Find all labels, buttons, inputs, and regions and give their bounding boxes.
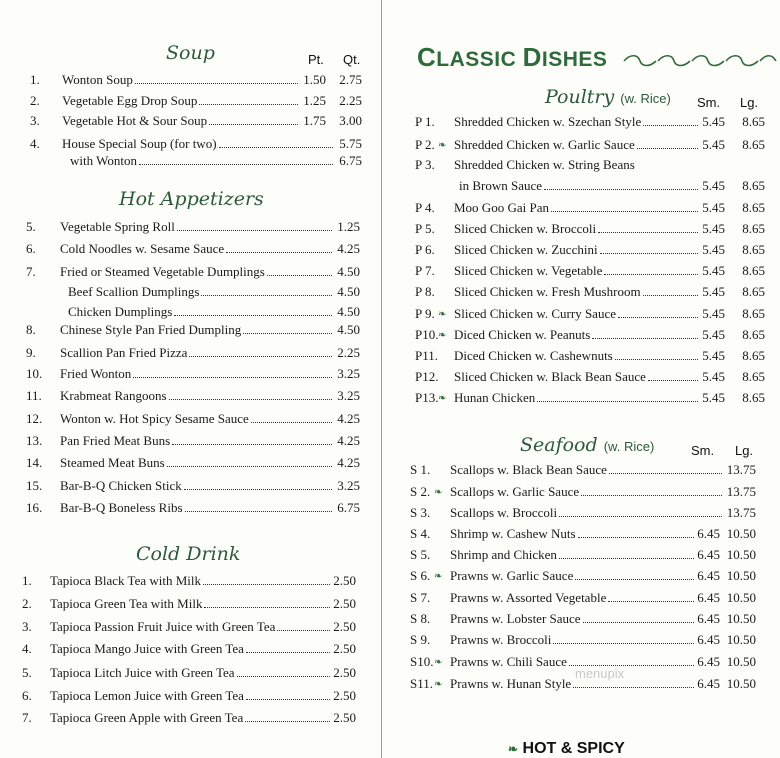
item-number: 6. [22, 688, 32, 703]
soup-col-pt: Pt. [308, 52, 324, 67]
item-price: 4.50 [337, 284, 360, 299]
price-large: 2.25 [339, 93, 362, 108]
item-name: Prawns w. Garlic Sauce [450, 568, 574, 583]
price-small: 5.45 [702, 263, 725, 278]
dot-leader [199, 94, 298, 105]
menu-item [0, 632, 780, 648]
price-small: 6.45 [697, 611, 720, 626]
item-number: 6. [26, 241, 36, 256]
menu-item [0, 390, 780, 406]
menu-item [0, 306, 780, 322]
dot-leader [544, 179, 698, 190]
item-price: 2.50 [333, 688, 356, 703]
item-name: Vegetable Egg Drop Soup [62, 93, 198, 108]
price-small: 5.45 [702, 221, 725, 236]
item-name: Scallion Pan Fried Pizza [60, 345, 188, 360]
item-price: 2.50 [333, 641, 356, 656]
item-number: S 1. [410, 462, 431, 477]
item-number: P 1. [415, 114, 435, 129]
item-price: 3.25 [337, 366, 360, 381]
item-number: P 2. [415, 137, 435, 152]
price-large: 3.00 [339, 113, 362, 128]
item-number: 9. [26, 345, 36, 360]
item-name: Shredded Chicken w. Garlic Sauce [454, 137, 635, 152]
price-large: 6.75 [339, 153, 362, 168]
price-large: 8.65 [742, 263, 765, 278]
menu-item [0, 654, 780, 670]
dot-leader [592, 328, 698, 339]
soup-heading: Soup [166, 42, 215, 64]
dot-leader [600, 243, 698, 254]
item-name: Vegetable Spring Roll [60, 219, 175, 234]
seafood-heading: Seafood (w. Rice) [520, 434, 655, 456]
price-large: 10.50 [726, 590, 756, 605]
dot-leader [618, 307, 698, 318]
item-name: Tapioca Green Apple with Green Tea [50, 710, 244, 725]
price-large: 13.75 [726, 505, 756, 520]
hot-spicy-heading: ❧ HOT & SPICY [508, 740, 625, 757]
item-name: Shredded Chicken w. Szechan Style [454, 114, 642, 129]
item-number: S 6. [410, 568, 431, 583]
dot-leader [637, 138, 698, 149]
item-name: Sliced Chicken w. Black Bean Sauce [454, 369, 646, 384]
item-name: Moo Goo Gai Pan [454, 200, 549, 215]
item-number: 4. [30, 136, 40, 151]
leaf-icon: ❧ [438, 140, 447, 151]
price-large: 10.50 [726, 611, 756, 626]
dot-leader [245, 711, 330, 722]
menu-item [0, 590, 780, 606]
price-small: 5.45 [702, 306, 725, 321]
item-number: 14. [26, 455, 43, 470]
price-large: 8.65 [742, 284, 765, 299]
dot-leader [604, 264, 698, 275]
item-number: P 9. [415, 306, 435, 321]
price-small: 6.45 [697, 632, 720, 647]
dot-leader [578, 527, 694, 538]
dot-leader [569, 655, 694, 666]
price-large: 10.50 [726, 654, 756, 669]
item-number: S 7. [410, 590, 431, 605]
item-name: Wonton w. Hot Spicy Sesame Sauce [60, 411, 249, 426]
item-number: S10. [410, 654, 434, 669]
item-number: 3. [30, 113, 40, 128]
price-small: 5.45 [702, 369, 725, 384]
item-name: Scallops w. Garlic Sauce [450, 484, 580, 499]
leaf-icon: ❧ [434, 571, 443, 582]
item-number: 5. [22, 665, 32, 680]
menu-item [0, 242, 780, 258]
price-large: 8.65 [742, 114, 765, 129]
leaf-icon: ❧ [438, 330, 447, 341]
menu-item [0, 526, 780, 542]
item-price: 2.50 [333, 573, 356, 588]
item-number: 1. [22, 573, 32, 588]
item-number: P 6. [415, 242, 435, 257]
item-name: Prawns w. Lobster Sauce [450, 611, 581, 626]
item-name: Bar-B-Q Chicken Stick [60, 478, 182, 493]
dot-leader [643, 285, 698, 296]
item-price: 4.25 [337, 433, 360, 448]
item-name: Fried or Steamed Vegetable Dumplings [60, 264, 265, 279]
dot-leader [251, 412, 332, 423]
price-small: 1.75 [303, 113, 326, 128]
menu-item [0, 462, 780, 478]
item-name: Scallops w. Black Bean Sauce [450, 462, 607, 477]
item-price: 2.50 [333, 619, 356, 634]
item-name: Diced Chicken w. Cashewnuts [454, 348, 613, 363]
seafood-col-sm: Sm. [691, 443, 715, 458]
item-name: Sliced Chicken w. Vegetable [454, 263, 603, 278]
menu-item [0, 369, 780, 385]
item-number: 3. [22, 619, 32, 634]
item-number: 12. [26, 411, 43, 426]
menu-item [0, 411, 780, 427]
price-small: 5.45 [702, 137, 725, 152]
watermark: menupix [575, 666, 625, 681]
dot-leader [598, 222, 698, 233]
item-number: S11. [410, 676, 433, 691]
item-name: Shrimp and Chicken [450, 547, 557, 562]
dot-leader [581, 485, 722, 496]
menu-item [0, 200, 780, 216]
price-small: 6.45 [697, 568, 720, 583]
item-price: 2.25 [337, 345, 360, 360]
item-name: House Special Soup (for two) [62, 136, 217, 151]
item-number: P 5. [415, 221, 435, 236]
item-name: Chicken Dumplings [68, 304, 173, 319]
price-small: 1.50 [303, 72, 326, 87]
price-small: 5.45 [702, 348, 725, 363]
item-number: P 3. [415, 157, 435, 172]
dot-leader [615, 349, 698, 360]
item-number: 2. [22, 596, 32, 611]
dot-leader [172, 434, 332, 445]
price-small: 5.45 [702, 327, 725, 342]
leaf-icon: ❧ [434, 679, 443, 690]
item-name: Prawns w. Assorted Vegetable [450, 590, 607, 605]
item-number: S 5. [410, 547, 431, 562]
price-large: 8.65 [742, 348, 765, 363]
soup-col-qt: Qt. [343, 52, 361, 67]
price-large: 10.50 [726, 526, 756, 541]
menu-item [0, 676, 780, 692]
swirl-icon [622, 52, 778, 70]
menu-item [0, 157, 780, 173]
price-large: 8.65 [742, 390, 765, 405]
price-small: 5.45 [702, 284, 725, 299]
price-small: 6.45 [697, 676, 720, 691]
price-small: 5.45 [702, 200, 725, 215]
menu-item [0, 348, 780, 364]
item-price: 4.25 [337, 455, 360, 470]
dot-leader [608, 591, 694, 602]
item-price: 4.25 [337, 411, 360, 426]
dot-leader [583, 612, 694, 623]
price-small: 6.45 [697, 590, 720, 605]
item-name: Sliced Chicken w. Broccoli [454, 221, 597, 236]
price-small: 5.45 [702, 390, 725, 405]
price-large: 8.65 [742, 200, 765, 215]
price-small: 6.45 [697, 547, 720, 562]
price-large: 8.65 [742, 137, 765, 152]
item-name: Cold Noodles w. Sesame Sauce [60, 241, 225, 256]
item-name: Chinese Style Pan Fried Dumpling [60, 322, 242, 337]
item-price: 4.50 [337, 264, 360, 279]
dot-leader [559, 548, 694, 559]
poultry-col-sm: Sm. [697, 95, 721, 110]
poultry-heading: Poultry (w. Rice) [545, 86, 671, 108]
item-number: S 2. [410, 484, 431, 499]
price-large: 8.65 [742, 369, 765, 384]
item-number: P12. [415, 369, 439, 384]
menu-item [0, 568, 780, 584]
poultry-col-lg: Lg. [740, 95, 759, 110]
item-number: S 8. [410, 611, 431, 626]
dot-leader [609, 463, 722, 474]
item-number: S 4. [410, 526, 431, 541]
dot-leader [559, 506, 722, 517]
price-small: 6.45 [697, 654, 720, 669]
item-name: Sliced Chicken w. Curry Sauce [454, 306, 616, 321]
item-price: 3.25 [337, 478, 360, 493]
item-number: 16. [26, 500, 43, 515]
leaf-icon: ❧ [434, 487, 443, 498]
item-name: Tapioca Black Tea with Milk [50, 573, 202, 588]
classic-dishes-title: CLASSIC DISHES [417, 42, 608, 72]
item-name: Sliced Chicken w. Zucchini [454, 242, 598, 257]
swirl-ornament [622, 52, 778, 75]
leaf-icon: ❧ [438, 393, 447, 404]
dot-leader [648, 370, 698, 381]
item-price: 2.50 [333, 596, 356, 611]
item-name: Fried Wonton [60, 366, 132, 381]
item-name: Tapioca Litch Juice with Green Tea [50, 665, 235, 680]
item-price: 2.50 [333, 710, 356, 725]
menu-item [0, 221, 780, 237]
menu-item [0, 114, 780, 130]
item-name: Tapioca Lemon Juice with Green Tea [50, 688, 244, 703]
dot-leader [135, 73, 298, 84]
item-number: S 3. [410, 505, 431, 520]
dot-leader [553, 633, 694, 644]
item-number: 2. [30, 93, 40, 108]
price-large: 8.65 [742, 242, 765, 257]
item-number: 1. [30, 72, 40, 87]
price-small: 6.45 [697, 526, 720, 541]
item-price: 6.75 [337, 500, 360, 515]
item-name: Bar-B-Q Boneless Ribs [60, 500, 183, 515]
item-number: P 8. [415, 284, 435, 299]
item-number: 8. [26, 322, 36, 337]
item-name: Scallops w. Broccoli [450, 505, 558, 520]
item-price: 4.50 [337, 304, 360, 319]
leaf-icon: ❧ [508, 742, 519, 756]
dot-leader [575, 569, 694, 580]
item-number: P 7. [415, 263, 435, 278]
price-large: 13.75 [726, 462, 756, 477]
price-large: 8.65 [742, 221, 765, 236]
item-number: 5. [26, 219, 36, 234]
item-name: Pan Fried Meat Buns [60, 433, 171, 448]
price-large: 10.50 [726, 547, 756, 562]
price-large: 13.75 [726, 484, 756, 499]
dot-leader [551, 201, 698, 212]
price-large: 2.75 [339, 72, 362, 87]
price-large: 10.50 [726, 632, 756, 647]
item-name: Shredded Chicken w. String Beans [454, 157, 635, 172]
cold-drink-heading: Cold Drink [136, 543, 241, 565]
appetizers-heading: Hot Appetizers [119, 188, 264, 210]
item-name: Wonton Soup [62, 72, 133, 87]
menu-item [0, 327, 780, 343]
item-name: Beef Scallion Dumplings [68, 284, 200, 299]
item-name: Hunan Chicken [454, 390, 536, 405]
item-number: 13. [26, 433, 43, 448]
menu-item [0, 137, 780, 153]
price-large: 10.50 [726, 676, 756, 691]
price-large: 8.65 [742, 306, 765, 321]
price-small: 5.45 [702, 178, 725, 193]
menu-item [0, 710, 780, 726]
item-price: 1.25 [337, 219, 360, 234]
menu-item [0, 505, 780, 521]
leaf-icon: ❧ [438, 309, 447, 320]
item-name: Prawns w. Hunan Style [450, 676, 572, 691]
item-number: 4. [22, 641, 32, 656]
item-number: P11. [415, 348, 438, 363]
item-price: 4.50 [337, 322, 360, 337]
price-small: 5.45 [702, 242, 725, 257]
item-name: Steamed Meat Buns [60, 455, 165, 470]
item-name: Shrimp w. Cashew Nuts [450, 526, 576, 541]
item-name: Krabmeat Rangoons [60, 388, 167, 403]
item-name: with Wonton [70, 153, 137, 168]
item-name: Prawns w. Chili Sauce [450, 654, 567, 669]
dot-leader [643, 115, 698, 126]
menu-item [0, 284, 780, 300]
price-small: 1.25 [303, 93, 326, 108]
item-number: 7. [26, 264, 36, 279]
item-name: Sliced Chicken w. Fresh Mushroom [454, 284, 641, 299]
item-price: 4.25 [337, 241, 360, 256]
price-small: 5.45 [702, 114, 725, 129]
item-number: P 4. [415, 200, 435, 215]
menu-item [0, 263, 780, 279]
price-large: 5.75 [339, 136, 362, 151]
item-name: Diced Chicken w. Peanuts [454, 327, 591, 342]
item-number: 15. [26, 478, 43, 493]
price-large: 8.65 [742, 178, 765, 193]
seafood-col-lg: Lg. [735, 443, 754, 458]
leaf-icon: ❧ [434, 657, 443, 668]
item-number: P10. [415, 327, 439, 342]
menu-item [0, 547, 780, 563]
menu-item [0, 484, 780, 500]
item-number: S 9. [410, 632, 431, 647]
menu-item [0, 178, 780, 194]
item-name: Tapioca Passion Fruit Juice with Green Tea [50, 619, 276, 634]
item-price: 3.25 [337, 388, 360, 403]
item-name: in Brown Sauce [459, 178, 543, 193]
menu-item [0, 433, 780, 449]
item-number: 11. [26, 388, 42, 403]
item-name: Tapioca Green Tea with Milk [50, 596, 203, 611]
item-price: 2.50 [333, 665, 356, 680]
item-name: Vegetable Hot & Sour Soup [62, 113, 208, 128]
item-number: 10. [26, 366, 43, 381]
dot-leader [537, 391, 698, 402]
item-name: Tapioca Mango Juice with Green Tea [50, 641, 244, 656]
item-number: P13. [415, 390, 439, 405]
price-large: 10.50 [726, 568, 756, 583]
menu-item [0, 611, 780, 627]
item-number: 7. [22, 710, 32, 725]
item-name: Prawns w. Broccoli [450, 632, 552, 647]
price-large: 8.65 [742, 327, 765, 342]
